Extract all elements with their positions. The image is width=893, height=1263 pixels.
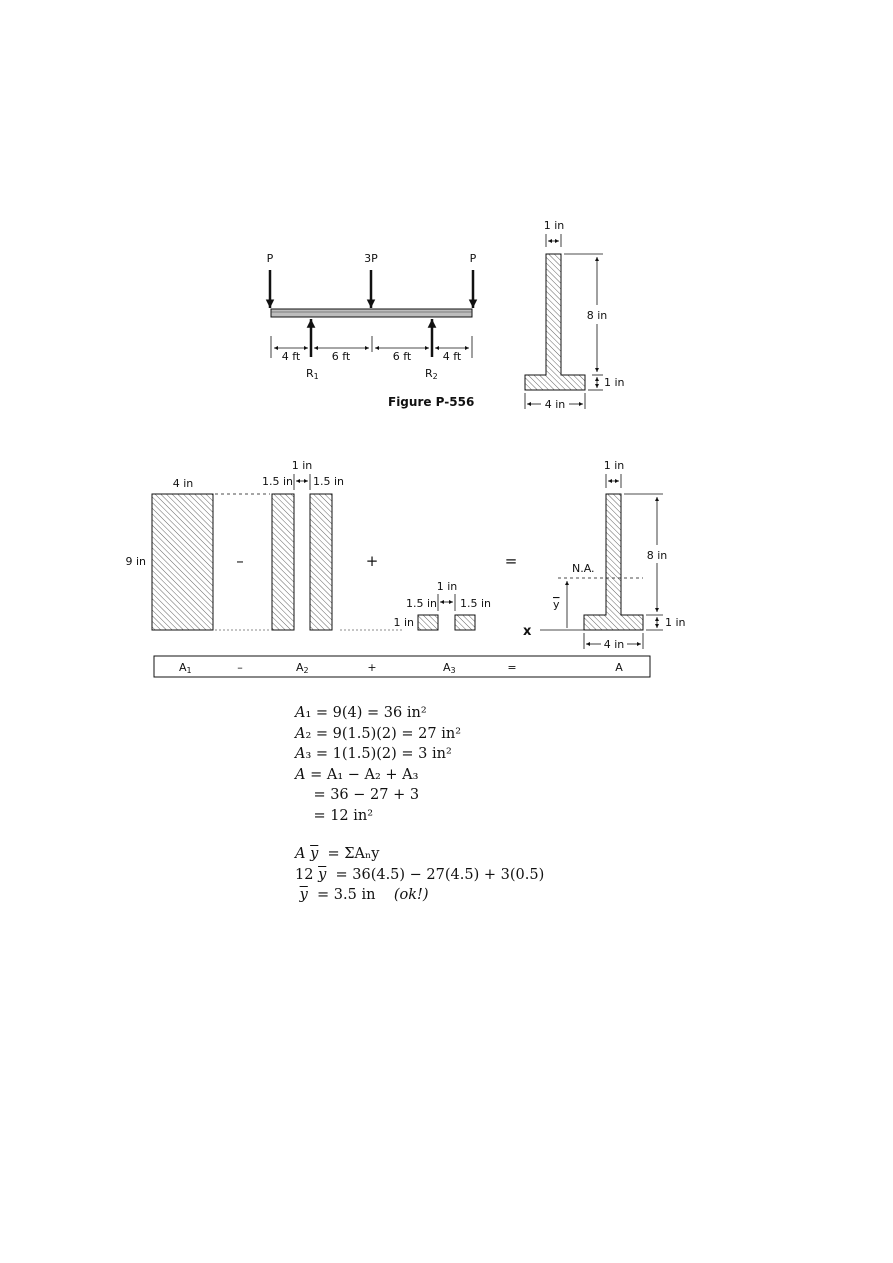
rect-a1 (152, 494, 213, 630)
reaction-label-left: R1 (306, 367, 319, 381)
section-figure (525, 219, 625, 411)
legend-op3: = (507, 661, 517, 674)
result-web-thickness-label: 1 in (603, 459, 625, 472)
small-gap-label: 1 in (436, 580, 458, 593)
small-a3-right (455, 615, 475, 630)
beam (271, 309, 472, 317)
strip-a2-left (272, 494, 294, 630)
legend-a: A (615, 661, 623, 674)
result-web-height-label: 8 in (646, 549, 668, 562)
beam-figure (267, 252, 477, 409)
calc-a2-line: A₂ = 9(1.5)(2) = 27 in² (295, 725, 462, 742)
plus-operator: + (365, 552, 379, 570)
strip-a2-right (310, 494, 332, 630)
strips-right-width-label: 1.5 in (313, 475, 345, 488)
figure-caption: Figure P-556 (388, 395, 475, 409)
strips-left-width-label: 1.5 in (261, 475, 293, 488)
small-height-label: 1 in (393, 616, 414, 629)
legend-op2: + (367, 661, 377, 674)
rect-a1-height-label: 9 in (125, 555, 146, 568)
calc-a-total-line: A = A₁ − A₂ + A₃ (295, 766, 419, 783)
load-label-center: 3P (364, 252, 378, 265)
section-web-thickness-label: 1 in (543, 219, 565, 232)
calculation-block (295, 703, 544, 906)
calc-a-sub-line: = 36 − 27 + 3 (313, 787, 420, 803)
span-label-3: 6 ft (392, 350, 412, 363)
calc-centroid-sub-line: 12 $\overline{y} = 36(4.5) - 27(4.5) + 3(0.5)$ (295, 866, 545, 883)
legend-a1: A1 (179, 661, 192, 675)
small-right-width-label: 1.5 in (460, 597, 492, 610)
t-section-shape (525, 254, 585, 390)
legend-op1: – (237, 661, 243, 674)
small-left-width-label: 1.5 in (405, 597, 437, 610)
ybar-label: y (553, 598, 560, 611)
calc-a3-line: A₃ = 1(1.5)(2) = 3 in² (295, 746, 452, 762)
section-flange-thickness-label: 1 in (604, 376, 625, 389)
neutral-axis-label: N.A. (572, 562, 595, 575)
calc-result-line: $\overline{y} = 3.5$ in (ok!) (299, 887, 429, 903)
legend-a3: A3 (443, 661, 456, 675)
minus-operator: – (236, 552, 244, 570)
span-label-2: 6 ft (331, 350, 351, 363)
equals-operator: = (504, 552, 518, 570)
small-a3-left (418, 615, 438, 630)
span-dimensions (271, 336, 472, 363)
span-label-4: 4 ft (442, 350, 462, 363)
result-flange-thickness-label: 1 in (665, 616, 686, 629)
calc-centroid-line: A $\overline{y} = \Sigma A_ny$ (295, 846, 380, 862)
legend-a2: A2 (296, 661, 309, 675)
x-axis-label: x (523, 624, 532, 639)
load-label-right: P (469, 252, 477, 265)
calc-a1-line: A₁ = 9(4) = 36 in² (295, 705, 427, 721)
decomposition-figure (125, 459, 685, 651)
section-web-height-label: 8 in (586, 309, 608, 322)
load-label-left: P (266, 252, 274, 265)
strips-gap-label: 1 in (291, 459, 313, 472)
section-flange-width-label: 4 in (544, 398, 566, 411)
rect-a1-width-label: 4 in (172, 477, 194, 490)
area-legend-row (154, 656, 650, 677)
result-flange-width-label: 4 in (603, 638, 625, 651)
reaction-label-right: R2 (425, 367, 438, 381)
calc-a-result-line: = 12 in² (313, 807, 374, 824)
span-label-1: 4 ft (281, 350, 301, 363)
